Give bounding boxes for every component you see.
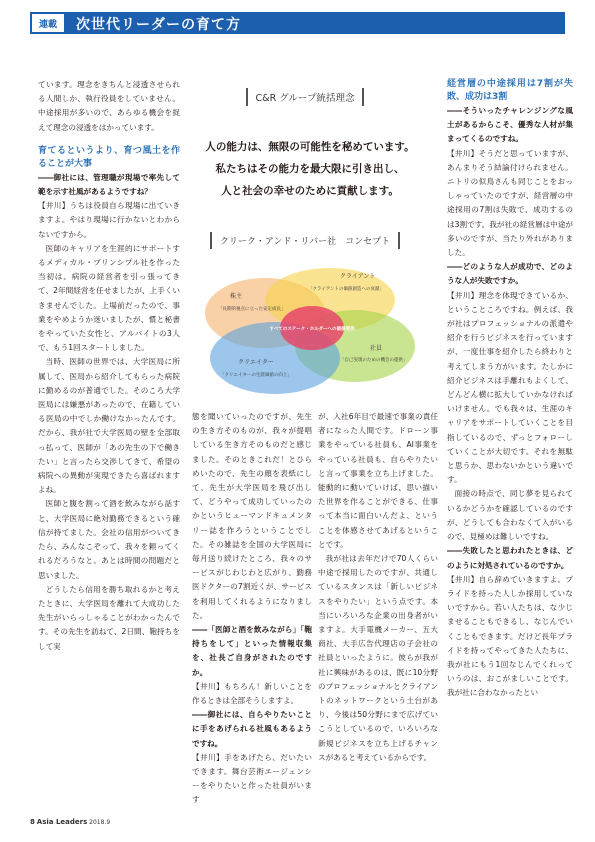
series-badge: 連載 bbox=[30, 12, 66, 34]
concept-box bbox=[190, 232, 420, 249]
philosophy-line: 人と社会の幸せのために貢献します。 bbox=[221, 185, 399, 197]
question: ――「医師と酒を飲みながら」「鞄持ちをして」といった情報収集を、社長ご自身がされたのですか。 bbox=[192, 625, 312, 677]
paragraph: 態を聞いていったのですが、先生の生き方そのものが、我々が提唱している生き方そのものだと感じました。そのときこれだ！とひらめいたので、先生の顔を表紙にして、先生が大学医局を飛び出して、どうやって成功していったのかというヒューマンドキュメンタリー誌を作ろうということでした。その雑誌を全国の大学医局に毎月送り続けたところ、我々のサービスがじわじわと広がり、勤務医ドクターの7割近くが、サービスを利用してくれるようになりました。 bbox=[192, 412, 312, 620]
paragraph: どうしたら信用を勝ち取れるかと考えたときに、大学医局を離れて大成功した先生がいらっしゃることがわかったんです。その先生を訪ねて、2日間、鞄持ちをして実 bbox=[38, 584, 180, 651]
question: ――失敗したと思われたときは、どのように対処されているのですか。 bbox=[447, 546, 573, 570]
issue-date: 2018.9 bbox=[89, 819, 111, 826]
answer: 【井川】うちは役員自ら現場に出ていきますよ。やはり現場に行かないとわからないですから。 bbox=[38, 201, 180, 239]
venn-label-shareholder: 株主 bbox=[230, 293, 243, 300]
section-lead: 経営層の中途採用は7割が失敗、成功は3割 bbox=[447, 79, 573, 102]
philosophy-box bbox=[190, 88, 420, 106]
footer bbox=[30, 818, 110, 826]
answer: 【井川】手をあげたら、だいたいできます。舞台芸術エージェンシーをやりたいと作った社員がいます bbox=[192, 752, 312, 805]
column-3 bbox=[318, 410, 438, 810]
question: ――御社には、管理職が現場で率先して範を示す社風があるようですね？ bbox=[38, 172, 180, 197]
paragraph: 医師のキャリアを生涯的にサポートするメディカル・プリンシプル社を作った当初は、病院の経営者を引っ張ってきて、2年間経営を任せましたが、上手くいきませんでした。上場前だったので、事業をやめようか迷いましたが、慣と秘書をやっていた女性と、アルバイトの3人で、もう1回スタートしました。 bbox=[38, 243, 180, 353]
section-lead: 育てるというより、育つ風土を作ることが大事 bbox=[38, 145, 180, 169]
question: ――御社には、自らやりたいことに手をあげられる社風もあるようですね。 bbox=[192, 710, 312, 748]
venn-center-label: すべてのステーク・ホルダーへの価値提供 bbox=[269, 327, 355, 332]
venn-sub-employee: 「自己実現のための機会の提供」 bbox=[340, 358, 408, 363]
concept-title: クリーク・アンド・リバー社 コンセプト bbox=[210, 232, 400, 249]
page-number: 8 bbox=[30, 818, 35, 826]
intro-text: ています。理念をきちんと浸透させられる人間しか、執行役員をしていません。中途採用が多いので、あらゆる機会を捉えて理念の浸透をはかっています。 bbox=[38, 80, 180, 132]
answer: 【井川】もちろん！新しいことを作るときは全部そうしますよ。 bbox=[192, 681, 312, 706]
paragraph: 当時、医師の世界では、大学医局に所属して、医局から紹介してもらった病院に勤めるのが普通でした。そのころ大学医局には嫌悪があったので、在籍している医局の中でしか働けなかったんです。だから、我が社で大学医局の壁を全部取っ払って、医師が「あの先生の下で働きたい」と言ったら交渉してきて、希望の病院への異動が実現できたら喜ばれますよね。 bbox=[38, 357, 180, 495]
column-1 bbox=[38, 78, 180, 808]
paragraph: 医師と腹を割って酒を飲みながら話すと、大学医局に絶対勤務できるという確信が持てました。会社の信用がついてきたら、みんなこぞって、我々を頼ってくれるだろうなと。あとは時間の問題だと思いました。 bbox=[38, 499, 180, 580]
venn-sub-creator: 「クリエイターの生涯価値の向上」 bbox=[220, 373, 292, 378]
paragraph: 面接の時点で、同じ夢を見られているかどうかを確認しているのですが、どうしても合わなくて入がいるので、見極めは難しいですね。 bbox=[447, 489, 573, 542]
venn-label-client: クライアント bbox=[340, 273, 376, 280]
answer: 【井川】そうだと思っていますが、あんまりそう結論付けられません。ニトリの似鳥さんも同じことをおっしゃっていたのですが、経営層の中途採用の7割は失敗で、成功するのは3割です。我が社の経営層は中途が多いのですが、当たり外れがありました。 bbox=[447, 148, 573, 258]
philosophy-line: 私たちはその能力を最大限に引き出し、 bbox=[215, 163, 405, 175]
concept-venn-diagram bbox=[190, 258, 430, 398]
paragraph: 我が社は去年だけで70人くらい中途で採用したのですが、共通しているスタンスは「新しいビジネスをやりたい」という点です。本当にいろいろな企業の出身者がいますよ。大手電機メーカー、五大商社、大手広告代理店の子会社の社員といったように。彼らが我が社に興味があるのは、既に10分野のプロフェッショナルとクライアントのネットワークという土台があり、今後は50分野にまで広げていこうとしているので、いろいろな新規ビジネスを立ち上げるチャンスがあると考えているからです。 bbox=[318, 554, 438, 762]
question: ――どのような人が成功で、どのような人が失敗ですか。 bbox=[447, 262, 573, 286]
venn-label-employee: 社員 bbox=[370, 345, 383, 352]
magazine-name: Asia Leaders bbox=[36, 818, 88, 826]
venn-label-creator: クリエイター bbox=[238, 359, 274, 366]
answer: 【井川】自ら辞めていきますよ。プライドを持った人しか採用していないですから。若い人たちは、な少じませることもできるし、なじんでいくこともできます。だけど長年プライドを持ってやってきた人たちに、我が社にもう1回なじんでくれっていうのは、おこがましいことです。我が社に合わなかったとい bbox=[447, 574, 573, 698]
philosophy-title: C&R グループ統括理念 bbox=[246, 88, 365, 106]
column-4 bbox=[447, 78, 573, 808]
answer: 【井川】理念を体現できているか、ということころですね。例えば、我が社はプロフェッショナルの派遣や紹介を行うビジネスを行っていますが、一度仕事を紹介したら終わりと考えてしまう方がいます。たしかに紹介ビジネスは手離れもよくして、どんどん横に拡大していかなければいけません。でも我々は、生涯のキャリアをサポートしていくことを目指しているので、ずっとフォローしていくことが大切です。それを無駄と思うか、思わないかという違いです。 bbox=[447, 290, 573, 485]
question: ――そういったチャレンジングな風土があるからこそ、優秀な人材が集まってくるのですね。 bbox=[447, 106, 573, 144]
philosophy-text bbox=[190, 136, 430, 202]
venn-sub-client: 「クライアントの価値創造への貢献」 bbox=[308, 287, 385, 292]
paragraph: が、入社6年目で最速で事業の責任者になった人間です。ドローン事業をやっている社員も、AI事業をやっている社員も、自らやりたいと言って事業を立ち上げました。能動的に動いていけば、思い描いた世界を作ることができる、仕事って本当に面白いんだよ、ということを体感させてあげるということです。 bbox=[318, 412, 438, 549]
page-title: 次世代リーダーの育て方 bbox=[76, 17, 241, 33]
venn-sub-shareholder: 「長期的視点に立った安定成長」 bbox=[218, 307, 286, 312]
philosophy-line: 人の能力は、無限の可能性を秘めています。 bbox=[205, 141, 415, 153]
column-2 bbox=[192, 410, 312, 810]
header-bar bbox=[30, 12, 565, 34]
